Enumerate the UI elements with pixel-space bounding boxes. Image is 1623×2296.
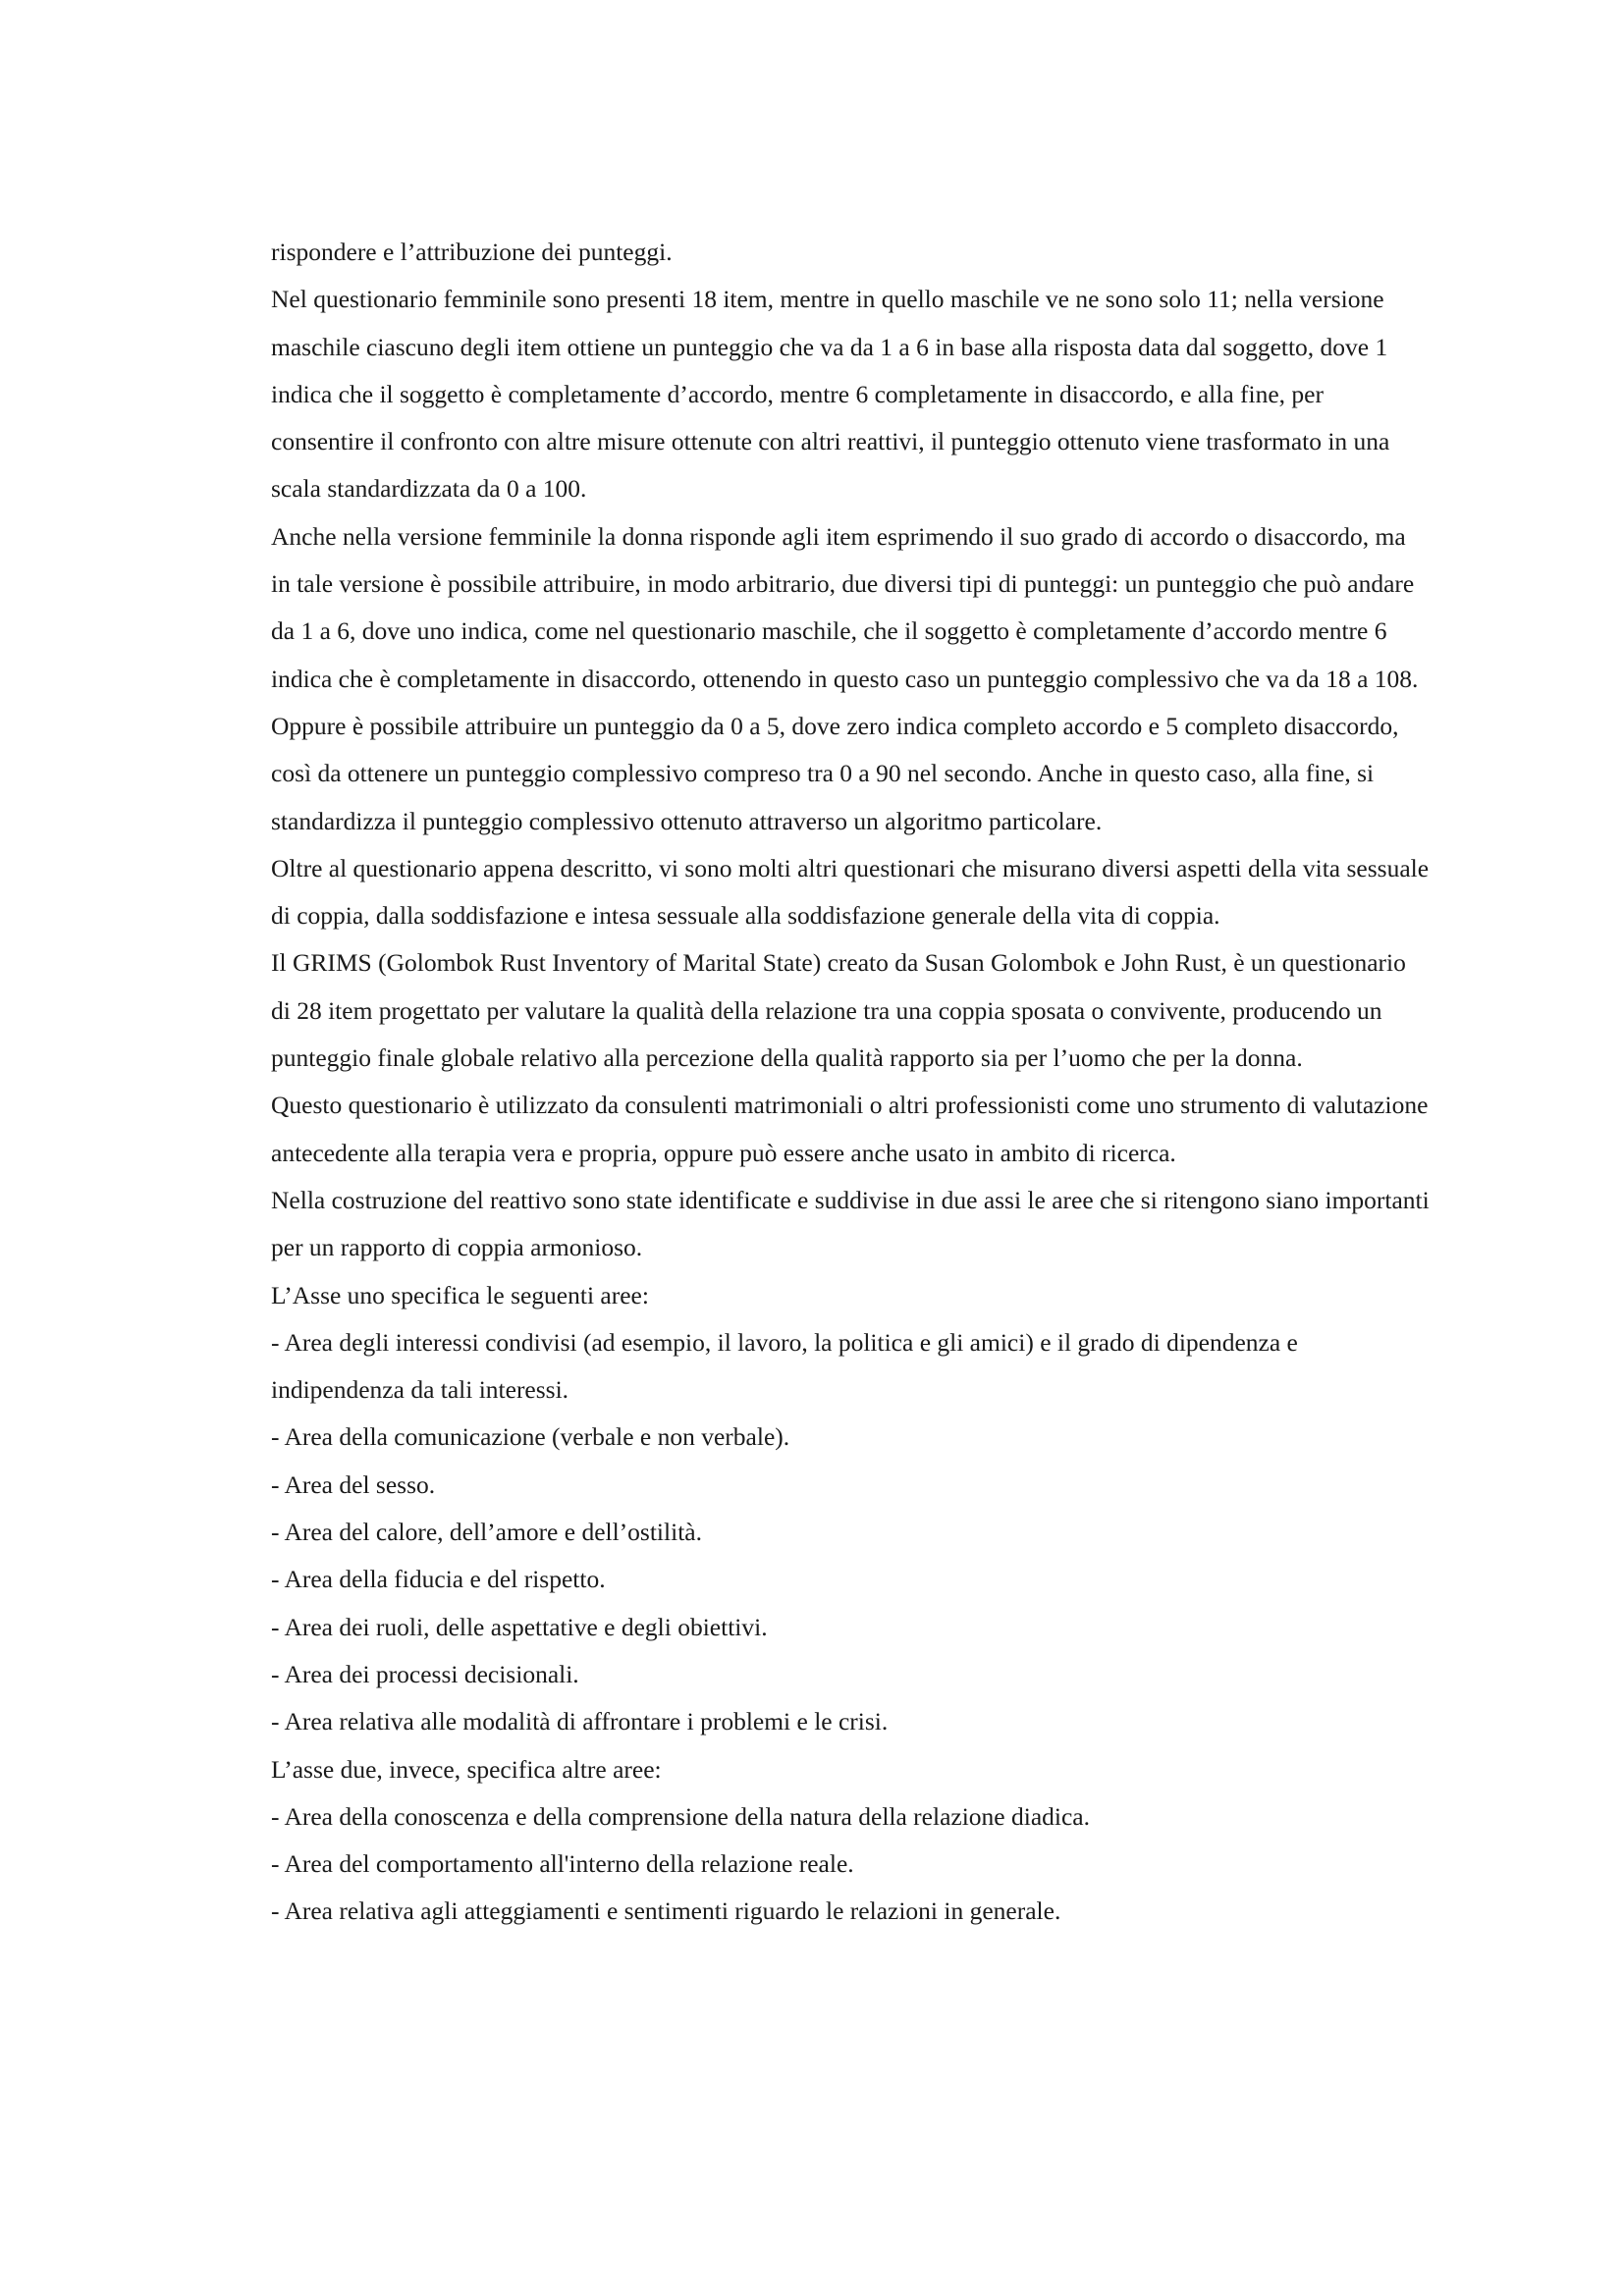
paragraph: Il GRIMS (Golombok Rust Inventory of Marital State) creato da Susan Golombok e John Rust, è un questionario di 28 item progettato per valutare la qualità della relazione tra una coppia sposata o convivente, producendo un punteggio finale globale relativo alla percezione della qualità rapporto sia per l’uomo che per la donna.: [271, 948, 1406, 1073]
paragraph: L’Asse uno specifica le seguenti aree:: [271, 1280, 649, 1309]
list-item: - Area della fiducia e del rispetto.: [271, 1565, 606, 1594]
list-item: - Area del comportamento all'interno della relazione reale.: [271, 1849, 854, 1879]
paragraph: rispondere e l’attribuzione dei punteggi.: [271, 238, 673, 266]
list-item: - Area relativa agli atteggiamenti e sentimenti riguardo le relazioni in generale.: [271, 1896, 1061, 1926]
paragraph: Nella costruzione del reattivo sono state identificate e suddivise in due assi le aree che si ritengono siano importanti per un rapporto di coppia armonioso.: [271, 1185, 1430, 1262]
list-item: - Area degli interessi condivisi (ad esempio, il lavoro, la politica e gli amici) e il grado di dipendenza e indipendenza da tali interessi.: [271, 1327, 1298, 1405]
list-item: - Area del calore, dell’amore e dell’ostilità.: [271, 1518, 702, 1547]
paragraph: L’asse due, invece, specifica altre aree:: [271, 1754, 662, 1784]
list-item: - Area del sesso.: [271, 1469, 436, 1499]
body-text: [271, 229, 1430, 1936]
list-item: - Area della comunicazione (verbale e non verbale).: [271, 1422, 790, 1452]
list-item: - Area della conoscenza e della comprensione della natura della relazione diadica.: [271, 1801, 1090, 1831]
paragraph: Anche nella versione femminile la donna risponde agli item esprimendo il suo grado di accordo o disaccordo, ma in tale versione è possibile attribuire, in modo arbitrario, due diversi tipi di punteggi: un punteggio che può andare da 1 a 6, dove uno indica, come nel questionario maschile, che il soggetto è completamente d’accordo mentre 6 indica che è completamente in disaccordo, ottenendo in questo caso un punteggio complessivo che va da 18 a 108. Oppure è possibile attribuire un punteggio da 0 a 5, dove zero indica completo accordo e 5 completo disaccordo, così da ottenere un punteggio complessivo compreso tra 0 a 90 nel secondo. Anche in questo caso, alla fine, si standardizza il punteggio complessivo ottenuto attraverso un algoritmo particolare.: [271, 521, 1419, 835]
list-item: - Area dei processi decisionali.: [271, 1659, 579, 1688]
list-item: - Area dei ruoli, delle aspettative e degli obiettivi.: [271, 1612, 768, 1641]
list-item: - Area relativa alle modalità di affrontare i problemi e le crisi.: [271, 1707, 889, 1736]
paragraph: Oltre al questionario appena descritto, vi sono molti altri questionari che misurano diversi aspetti della vita sessuale di coppia, dalla soddisfazione e intesa sessuale alla soddisfazione generale della vita di coppia.: [271, 853, 1430, 931]
paragraph: Questo questionario è utilizzato da consulenti matrimoniali o altri professionisti come uno strumento di valutazione antecedente alla terapia vera e propria, oppure può essere anche usato in ambito di ricerca.: [271, 1091, 1429, 1167]
paragraph: Nel questionario femminile sono presenti 18 item, mentre in quello maschile ve ne sono solo 11; nella versione maschile ciascuno degli item ottiene un punteggio che va da 1 a 6 in base alla risposta data dal soggetto, dove 1 indica che il soggetto è completamente d’accordo, mentre 6 completamente in disaccordo, e alla fine, per consentire il confronto con altre misure ottenute con altri reattivi, il punteggio ottenuto viene trasformato in una scala standardizzata da 0 a 100.: [271, 285, 1390, 504]
